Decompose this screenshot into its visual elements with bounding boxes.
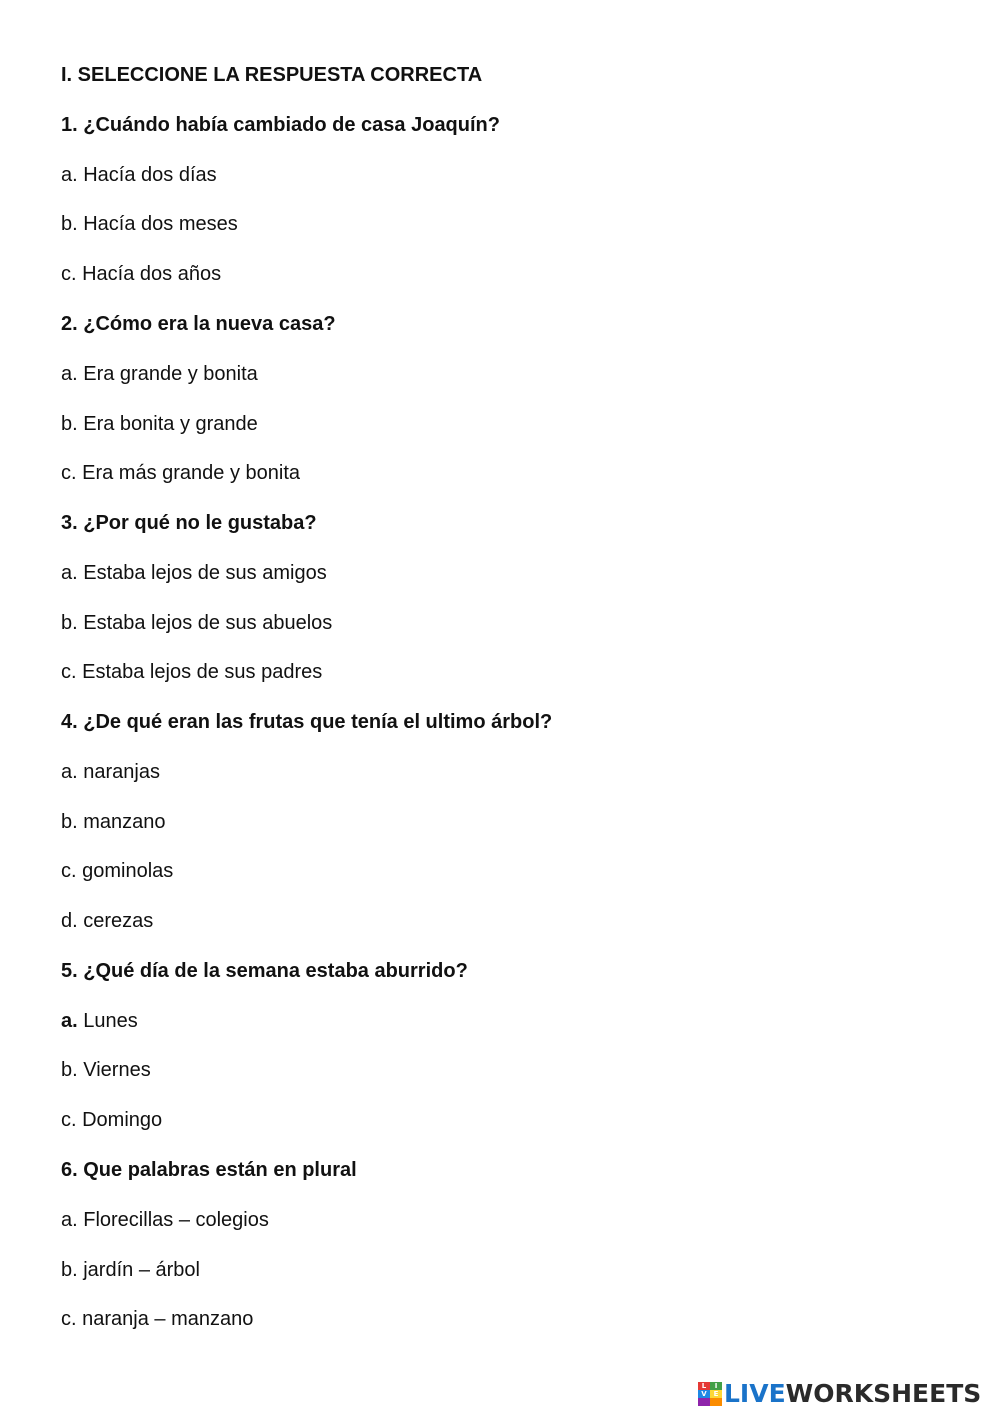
q6-option-c[interactable]: c. naranja – manzano (61, 1308, 254, 1330)
logo-tile: V (698, 1390, 710, 1398)
q5-option-a[interactable] (61, 1009, 138, 1033)
wordmark-suffix: WORKSHEETS (785, 1379, 982, 1408)
logo-tile (698, 1398, 710, 1406)
q5-option-a-text: Lunes (77, 1010, 138, 1032)
q5-option-a-letter: a. (61, 1010, 78, 1032)
q4-option-a[interactable]: a. naranjas (61, 761, 160, 783)
q2-option-a[interactable]: a. Era grande y bonita (61, 363, 258, 385)
question-1: 1. ¿Cuándo había cambiado de casa Joaquín? (61, 114, 500, 136)
q3-option-a[interactable]: a. Estaba lejos de sus amigos (61, 562, 327, 584)
q2-option-c[interactable]: c. Era más grande y bonita (61, 462, 301, 484)
question-3: 3. ¿Por qué no le gustaba? (61, 512, 317, 534)
q1-option-c[interactable]: c. Hacía dos años (61, 263, 222, 285)
logo-tile: L (698, 1382, 710, 1390)
question-6: 6. Que palabras están en plural (61, 1159, 357, 1181)
question-4: 4. ¿De qué eran las frutas que tenía el ultimo árbol? (61, 711, 553, 733)
logo-tile: I (710, 1382, 722, 1390)
q3-option-c[interactable]: c. Estaba lejos de sus padres (61, 661, 323, 683)
q1-option-b[interactable]: b. Hacía dos meses (61, 213, 238, 235)
wordmark-prefix: LIVE (724, 1379, 786, 1408)
q5-option-c[interactable]: c. Domingo (61, 1109, 163, 1131)
q6-option-a[interactable]: a. Florecillas – colegios (61, 1209, 269, 1231)
q6-option-b[interactable]: b. jardín – árbol (61, 1259, 200, 1281)
question-5: 5. ¿Qué día de la semana estaba aburrido? (61, 960, 468, 982)
q2-option-b[interactable]: b. Era bonita y grande (61, 413, 258, 435)
q4-option-d[interactable]: d. cerezas (61, 910, 154, 932)
q5-option-b[interactable]: b. Viernes (61, 1059, 151, 1081)
q3-option-b[interactable]: b. Estaba lejos de sus abuelos (61, 612, 333, 634)
question-2: 2. ¿Cómo era la nueva casa? (61, 313, 336, 335)
liveworksheets-watermark (698, 1377, 981, 1411)
q4-option-b[interactable]: b. manzano (61, 811, 166, 833)
liveworksheets-logo-icon (698, 1382, 722, 1406)
logo-tile: E (710, 1390, 722, 1398)
section-heading: I. SELECCIONE LA RESPUESTA CORRECTA (61, 64, 483, 86)
liveworksheets-wordmark (724, 1379, 981, 1409)
q4-option-c[interactable]: c. gominolas (61, 860, 174, 882)
logo-tile (710, 1398, 722, 1406)
q1-option-a[interactable]: a. Hacía dos días (61, 164, 217, 186)
